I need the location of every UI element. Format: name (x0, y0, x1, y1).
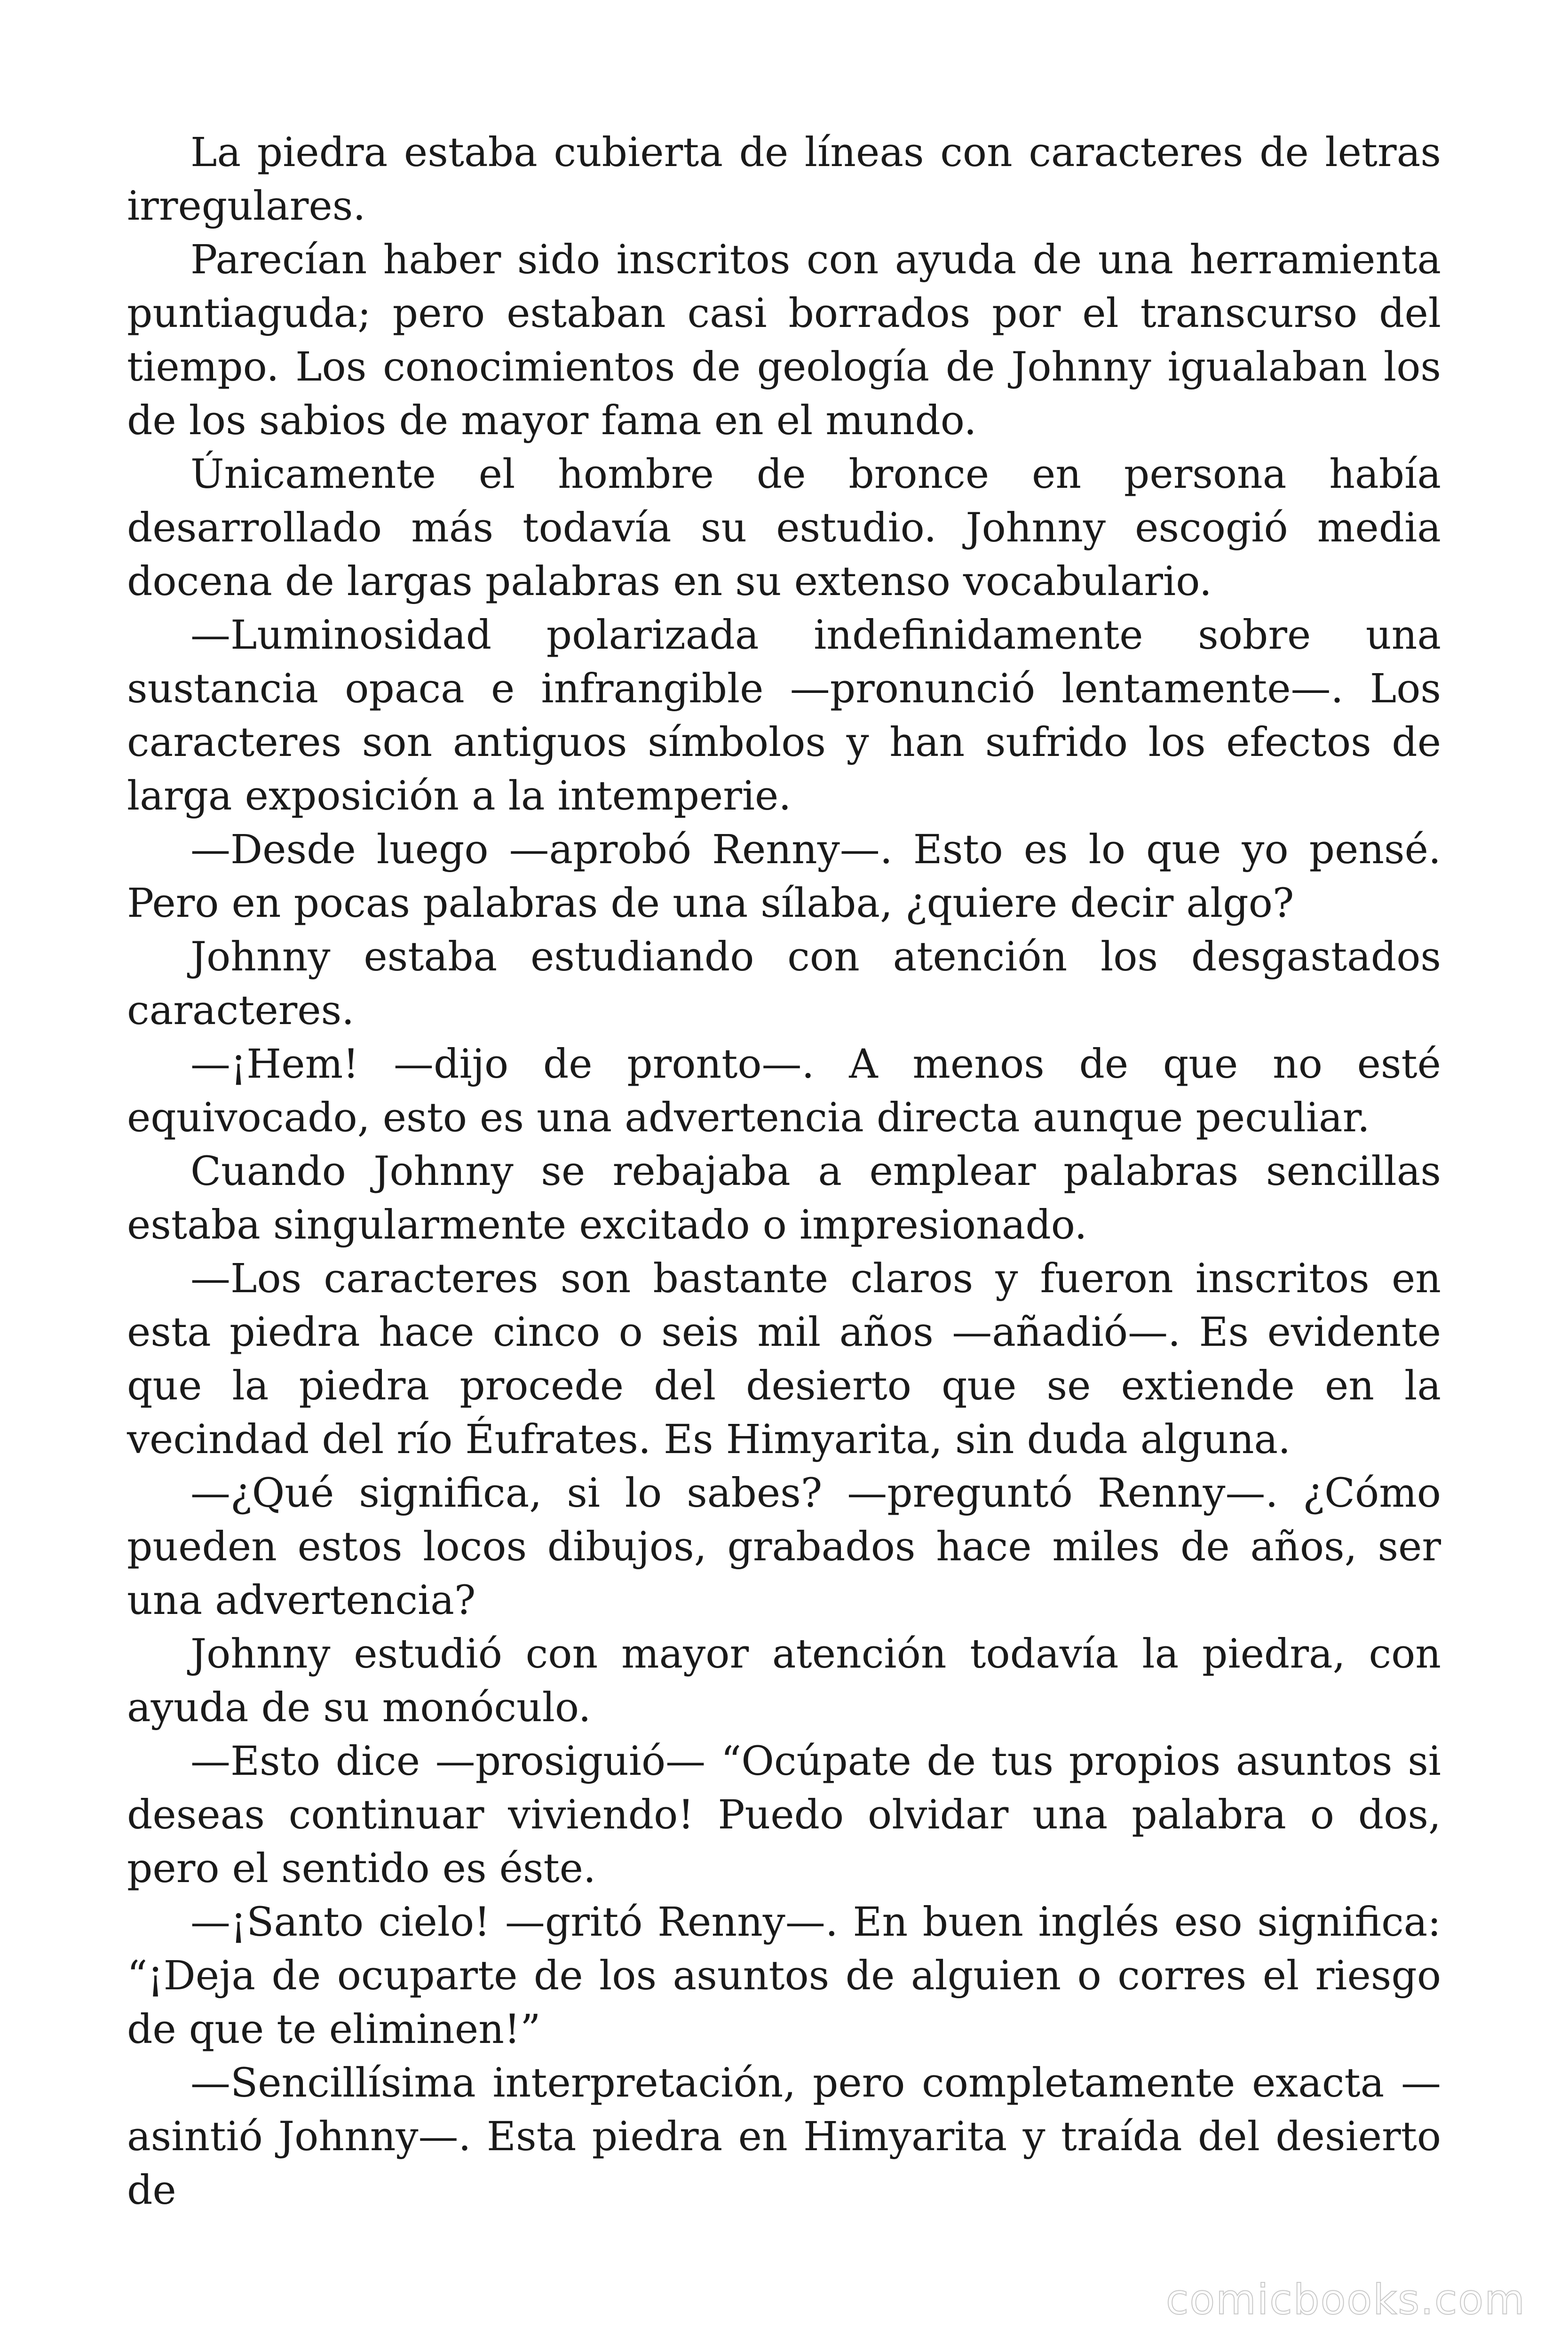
paragraph-4: —Luminosidad polarizada indefinidamente sobre una sustancia opaca e infrangible —pronunció lentamente—. Los caracteres son antiguos símbolos y han sufrido los efectos de larga exposición a la intemperie. (127, 612, 1441, 819)
paragraph-6: Johnny estaba estudiando con atención los desgastados caracteres. (127, 934, 1441, 1034)
paragraph-1: La piedra estaba cubierta de líneas con caracteres de letras irregulares. (127, 129, 1441, 230)
paragraph-13: —¡Santo cielo! —gritó Renny—. En buen inglés eso significa: “¡Deja de ocuparte de los asuntos de alguien o corres el riesgo de que te eliminen!” (127, 1899, 1441, 2053)
watermark: comicbooks.com (1165, 2275, 1526, 2324)
paragraph-2: Parecían haber sido inscritos con ayuda de una herramienta puntiaguda; pero estaban casi borrados por el transcurso del tiempo. Los conocimientos de geología de Johnny igualaban los de los sabios de mayor fama en el mundo. (127, 237, 1441, 444)
paragraph-12: —Esto dice —prosiguió— “Ocúpate de tus propios asuntos si deseas continuar viviendo! Puedo olvidar una palabra o dos, pero el sentido es éste. (127, 1738, 1441, 1892)
paragraph-7: —¡Hem! —dijo de pronto—. A menos de que no esté equivocado, esto es una advertencia directa aunque peculiar. (127, 1041, 1441, 1141)
paragraph-14: —Sencillísima interpretación, pero completamente exacta — asintió Johnny—. Esta piedra en Himyarita y traída del desierto de (127, 2060, 1441, 2214)
body-text (127, 126, 1441, 2217)
paragraph-5: —Desde luego —aprobó Renny—. Esto es lo que yo pensé. Pero en pocas palabras de una sílaba, ¿quiere decir algo? (127, 826, 1441, 927)
paragraph-10: —¿Qué significa, si lo sabes? —preguntó Renny—. ¿Cómo pueden estos locos dibujos, grabados hace miles de años, ser una advertencia? (127, 1470, 1441, 1624)
paragraph-3: Únicamente el hombre de bronce en persona había desarrollado más todavía su estudio. Johnny escogió media docena de largas palabras en su extenso vocabulario. (127, 451, 1441, 605)
paragraph-11: Johnny estudió con mayor atención todavía la piedra, con ayuda de su monóculo. (127, 1631, 1441, 1731)
paragraph-8: Cuando Johnny se rebajaba a emplear palabras sencillas estaba singularmente excitado o impresionado. (127, 1148, 1441, 1248)
paragraph-9: —Los caracteres son bastante claros y fueron inscritos en esta piedra hace cinco o seis mil años —añadió—. Es evidente que la piedra procede del desierto que se extiende en la vecindad del río Éufrates. Es Himyarita, sin duda alguna. (127, 1255, 1441, 1463)
